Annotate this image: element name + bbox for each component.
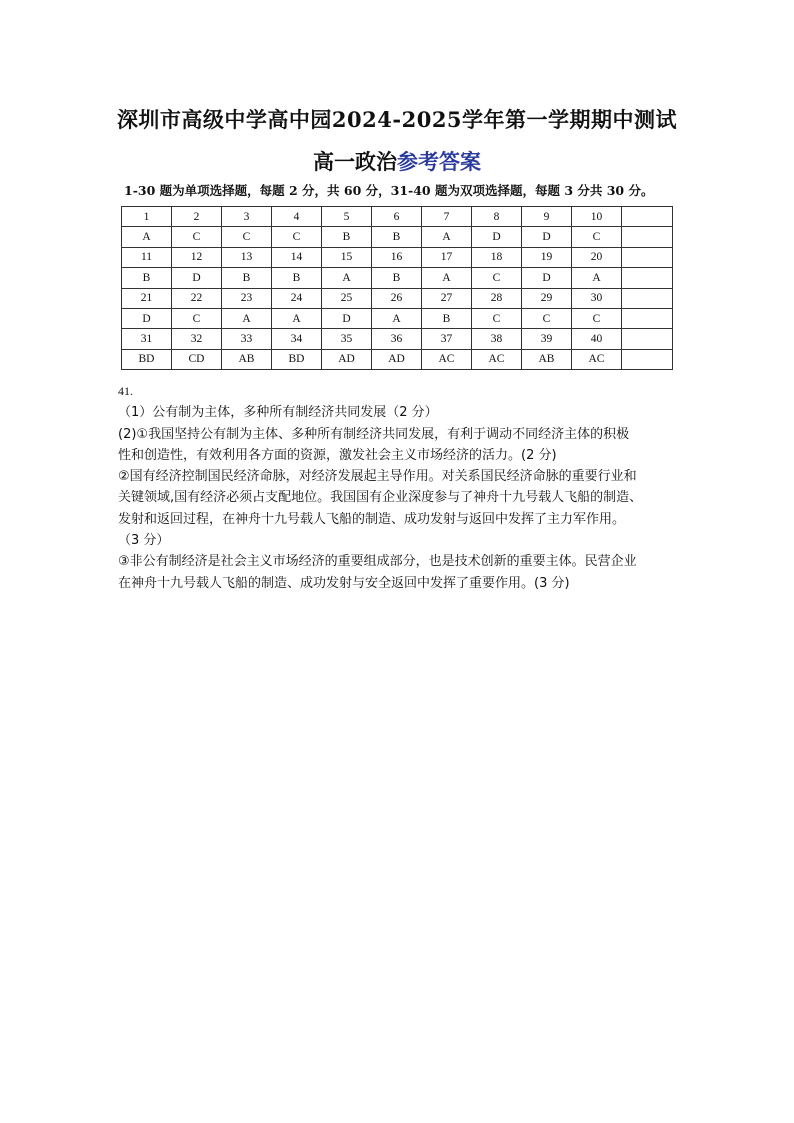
- question-number-cell: 21: [122, 288, 172, 308]
- question-number-row: [122, 329, 673, 349]
- question-number-cell: 11: [122, 247, 172, 267]
- answer-line: 性和创造性，有效利用各方面的资源，激发社会主义市场经济的活力。(2 分): [118, 447, 557, 463]
- answer-line: （1）公有制为主体，多种所有制经济共同发展（2 分）: [118, 405, 438, 421]
- answer-cell: C: [572, 227, 622, 247]
- answer-line: 在神舟十九号载人飞船的制造、成功发射与安全返回中发挥了重要作用。(3 分): [118, 575, 570, 591]
- question-number-cell: 34: [272, 329, 322, 349]
- answer-cell: AC: [422, 349, 472, 369]
- question-number-cell: 2: [172, 207, 222, 227]
- question-number-cell: 8: [472, 207, 522, 227]
- answer-table: [121, 206, 673, 370]
- answer-cell: A: [272, 308, 322, 328]
- question-number-cell: 36: [372, 329, 422, 349]
- question-number-cell: 35: [322, 329, 372, 349]
- question-number-cell: 30: [572, 288, 622, 308]
- question-number-cell: 27: [422, 288, 472, 308]
- subtitle-subject: 高一政治: [313, 149, 397, 174]
- answer-cell: CD: [172, 349, 222, 369]
- question-number-cell: 5: [322, 207, 372, 227]
- answer-cell: D: [522, 268, 572, 288]
- answer-cell: D: [472, 227, 522, 247]
- answer-cell: C: [472, 268, 522, 288]
- answer-cell: B: [322, 227, 372, 247]
- answer-cell: AC: [572, 349, 622, 369]
- question-number-cell: 6: [372, 207, 422, 227]
- question-number-cell: 32: [172, 329, 222, 349]
- answer-cell: AC: [472, 349, 522, 369]
- answer-line: 发射和返回过程，在神舟十九号载人飞船的制造、成功发射与返回中发挥了主力军作用。: [118, 511, 626, 527]
- question-number-cell: 9: [522, 207, 572, 227]
- question-number-row: [122, 288, 673, 308]
- document-subtitle: [0, 146, 794, 176]
- document-title: 深圳市高级中学高中园2024-2025学年第一学期期中测试: [116, 107, 678, 132]
- empty-cell: [622, 207, 673, 227]
- answer-cell: D: [322, 308, 372, 328]
- answer-cell: C: [172, 227, 222, 247]
- empty-cell: [622, 268, 673, 288]
- question-number-cell: 10: [572, 207, 622, 227]
- answer-row: [122, 268, 673, 288]
- question-number-cell: 22: [172, 288, 222, 308]
- answer-cell: AD: [372, 349, 422, 369]
- answer-line: ②国有经济控制国民经济命脉，对经济发展起主导作用。对关系国民经济命脉的重要行业和: [118, 469, 637, 485]
- answer-cell: A: [322, 268, 372, 288]
- answer-row: [122, 308, 673, 328]
- answer-cell: D: [172, 268, 222, 288]
- question-41-answer: [118, 381, 678, 594]
- question-number-cell: 12: [172, 247, 222, 267]
- answer-line: ③非公有制经济是社会主义市场经济的重要组成部分，也是技术创新的重要主体。民营企业: [118, 554, 637, 570]
- question-number-cell: 3: [222, 207, 272, 227]
- answer-cell: A: [372, 308, 422, 328]
- answer-cell: A: [122, 227, 172, 247]
- answer-cell: B: [222, 268, 272, 288]
- question-number-cell: 1: [122, 207, 172, 227]
- question-number-cell: 15: [322, 247, 372, 267]
- instructions: 1-30 题为单项选择题，每题 2 分，共 60 分，31-40 题为双项选择题，每题 3 分共 30 分。: [124, 183, 654, 198]
- empty-cell: [622, 227, 673, 247]
- question-number-cell: 4: [272, 207, 322, 227]
- question-number-cell: 19: [522, 247, 572, 267]
- answer-cell: D: [122, 308, 172, 328]
- answer-cell: B: [372, 227, 422, 247]
- answer-cell: AD: [322, 349, 372, 369]
- question-number-cell: 18: [472, 247, 522, 267]
- answer-cell: C: [522, 308, 572, 328]
- answer-cell: A: [422, 227, 472, 247]
- question-number-cell: 29: [522, 288, 572, 308]
- question-number-cell: 7: [422, 207, 472, 227]
- answer-cell: C: [272, 227, 322, 247]
- answer-cell: A: [222, 308, 272, 328]
- question-number-row: [122, 247, 673, 267]
- question-number-cell: 39: [522, 329, 572, 349]
- answer-cell: A: [572, 268, 622, 288]
- question-number-cell: 37: [422, 329, 472, 349]
- empty-cell: [622, 329, 673, 349]
- question-number-cell: 14: [272, 247, 322, 267]
- empty-cell: [622, 288, 673, 308]
- answer-cell: C: [472, 308, 522, 328]
- question-number-row: [122, 207, 673, 227]
- question-number-cell: 26: [372, 288, 422, 308]
- question-number-cell: 33: [222, 329, 272, 349]
- question-number-cell: 17: [422, 247, 472, 267]
- answer-line: （3 分）: [118, 533, 170, 549]
- question-number-cell: 40: [572, 329, 622, 349]
- question-number-cell: 23: [222, 288, 272, 308]
- answer-cell: B: [272, 268, 322, 288]
- answer-cell: C: [572, 308, 622, 328]
- answer-cell: AB: [522, 349, 572, 369]
- answer-row: [122, 227, 673, 247]
- answer-cell: B: [422, 308, 472, 328]
- question-number-cell: 38: [472, 329, 522, 349]
- empty-cell: [622, 349, 673, 369]
- question-number-cell: 28: [472, 288, 522, 308]
- answer-cell: A: [422, 268, 472, 288]
- answer-row: [122, 349, 673, 369]
- subtitle-answer-key: 参考答案: [397, 149, 481, 174]
- question-number-cell: 24: [272, 288, 322, 308]
- answer-cell: C: [222, 227, 272, 247]
- answer-line: (2)①我国坚持公有制为主体、多种所有制经济共同发展，有利于调动不同经济主体的积极: [118, 426, 630, 442]
- answer-cell: C: [172, 308, 222, 328]
- question-number-cell: 31: [122, 329, 172, 349]
- question-number-cell: 20: [572, 247, 622, 267]
- question-number-cell: 25: [322, 288, 372, 308]
- empty-cell: [622, 308, 673, 328]
- answer-cell: AB: [222, 349, 272, 369]
- answer-cell: BD: [272, 349, 322, 369]
- empty-cell: [622, 247, 673, 267]
- answer-cell: B: [122, 268, 172, 288]
- answer-cell: D: [522, 227, 572, 247]
- answer-line: 关键领域,国有经济必须占支配地位。我国国有企业深度参与了神舟十九号载人飞船的制造、: [118, 490, 643, 506]
- answer-cell: BD: [122, 349, 172, 369]
- question-number-cell: 13: [222, 247, 272, 267]
- question-number: 41.: [118, 384, 133, 398]
- answer-cell: B: [372, 268, 422, 288]
- question-number-cell: 16: [372, 247, 422, 267]
